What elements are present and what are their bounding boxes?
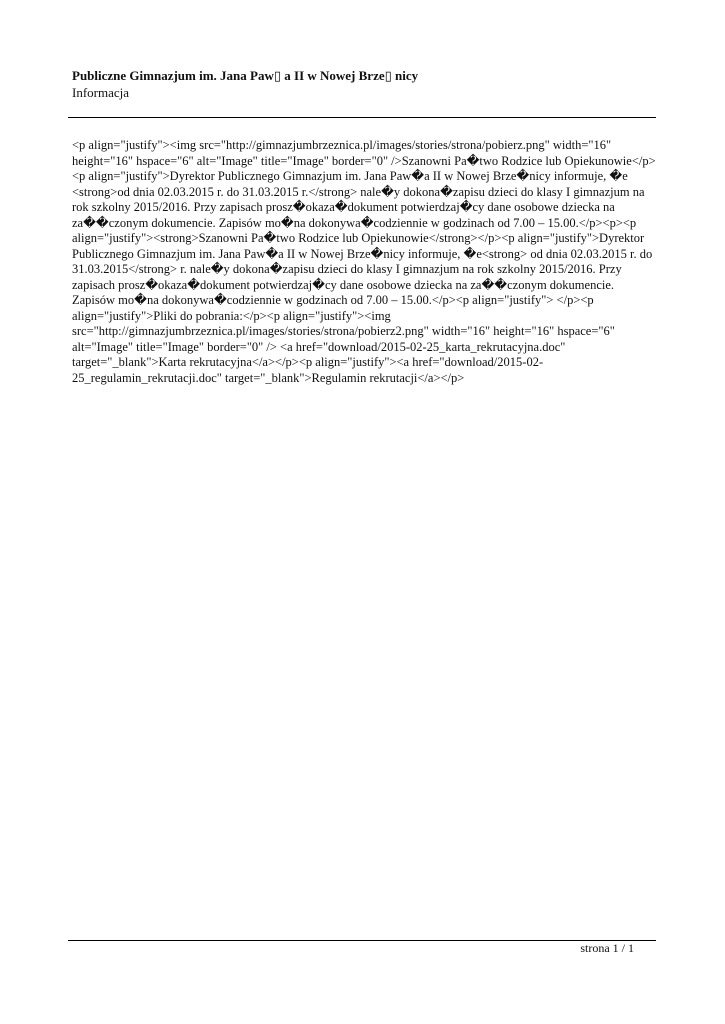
- header-divider: [68, 117, 656, 118]
- article-body-text: <p align="justify"><img src="http://gimnazjumbrzeznica.pl/images/stories/strona/pobierz.png" width="16" height="16" hspace="6" alt="Image" title="Image" border="0" />Szanowni Pa�two Rodzice lub Opiekunowie</p><p align="justify">Dyrektor Publicznego Gimnazjum im. Jana Paw�a II w Nowej Brze�nicy informuje, �e <strong>od dnia 02.03.2015 r. do 31.03.2015 r.</strong> nale�y dokona�zapisu dzieci do klasy I gimnazjum na rok szkolny 2015/2016. Przy zapisach prosz�okaza�dokument potwierdzaj�cy dane osobowe dziecka na za��czonym dokumencie. Zapisów mo�na dokonywa�codziennie w godzinach od 7.00 – 15.00.</p><p><p align="justify"><strong>Szanowni Pa�two Rodzice lub Opiekunowie</strong></p><p align="justify">Dyrektor Publicznego Gimnazjum im. Jana Paw�a II w Nowej Brze�nicy informuje, �e<strong> od dnia 02.03.2015 r. do 31.03.2015</strong> r. nale�y dokona�zapisu dzieci do klasy I gimnazjum na rok szkolny 2015/2016. Przy zapisach prosz�okaza�dokument potwierdzaj�cy dane osobowe dziecka na za��czonym dokumencie. Zapisów mo�na dokonywa�codziennie w godzinach od 7.00 – 15.00.</p><p align="justify"> </p><p align="justify">Pliki do pobrania:</p><p align="justify"><img src="http://gimnazjumbrzeznica.pl/images/stories/strona/pobierz2.png" width="16" height="16" hspace="6" alt="Image" title="Image" border="0" /> <a href="download/2015-02-25_karta_rekrutacyjna.doc" target="_blank">Karta rekrutacyjna</a></p><p align="justify"><a href="download/2015-02-25_regulamin_rekrutacji.doc" target="_blank">Regulamin rekrutacji</a></p>: [72, 138, 656, 385]
- page-number: strona 1 / 1: [580, 941, 634, 955]
- footer-divider: [68, 940, 656, 941]
- page-subtitle: Informacja: [72, 85, 130, 100]
- page-title: Publiczne Gimnazjum im. Jana Paw▯ a II w Nowej Brze▯ nicy: [72, 68, 419, 83]
